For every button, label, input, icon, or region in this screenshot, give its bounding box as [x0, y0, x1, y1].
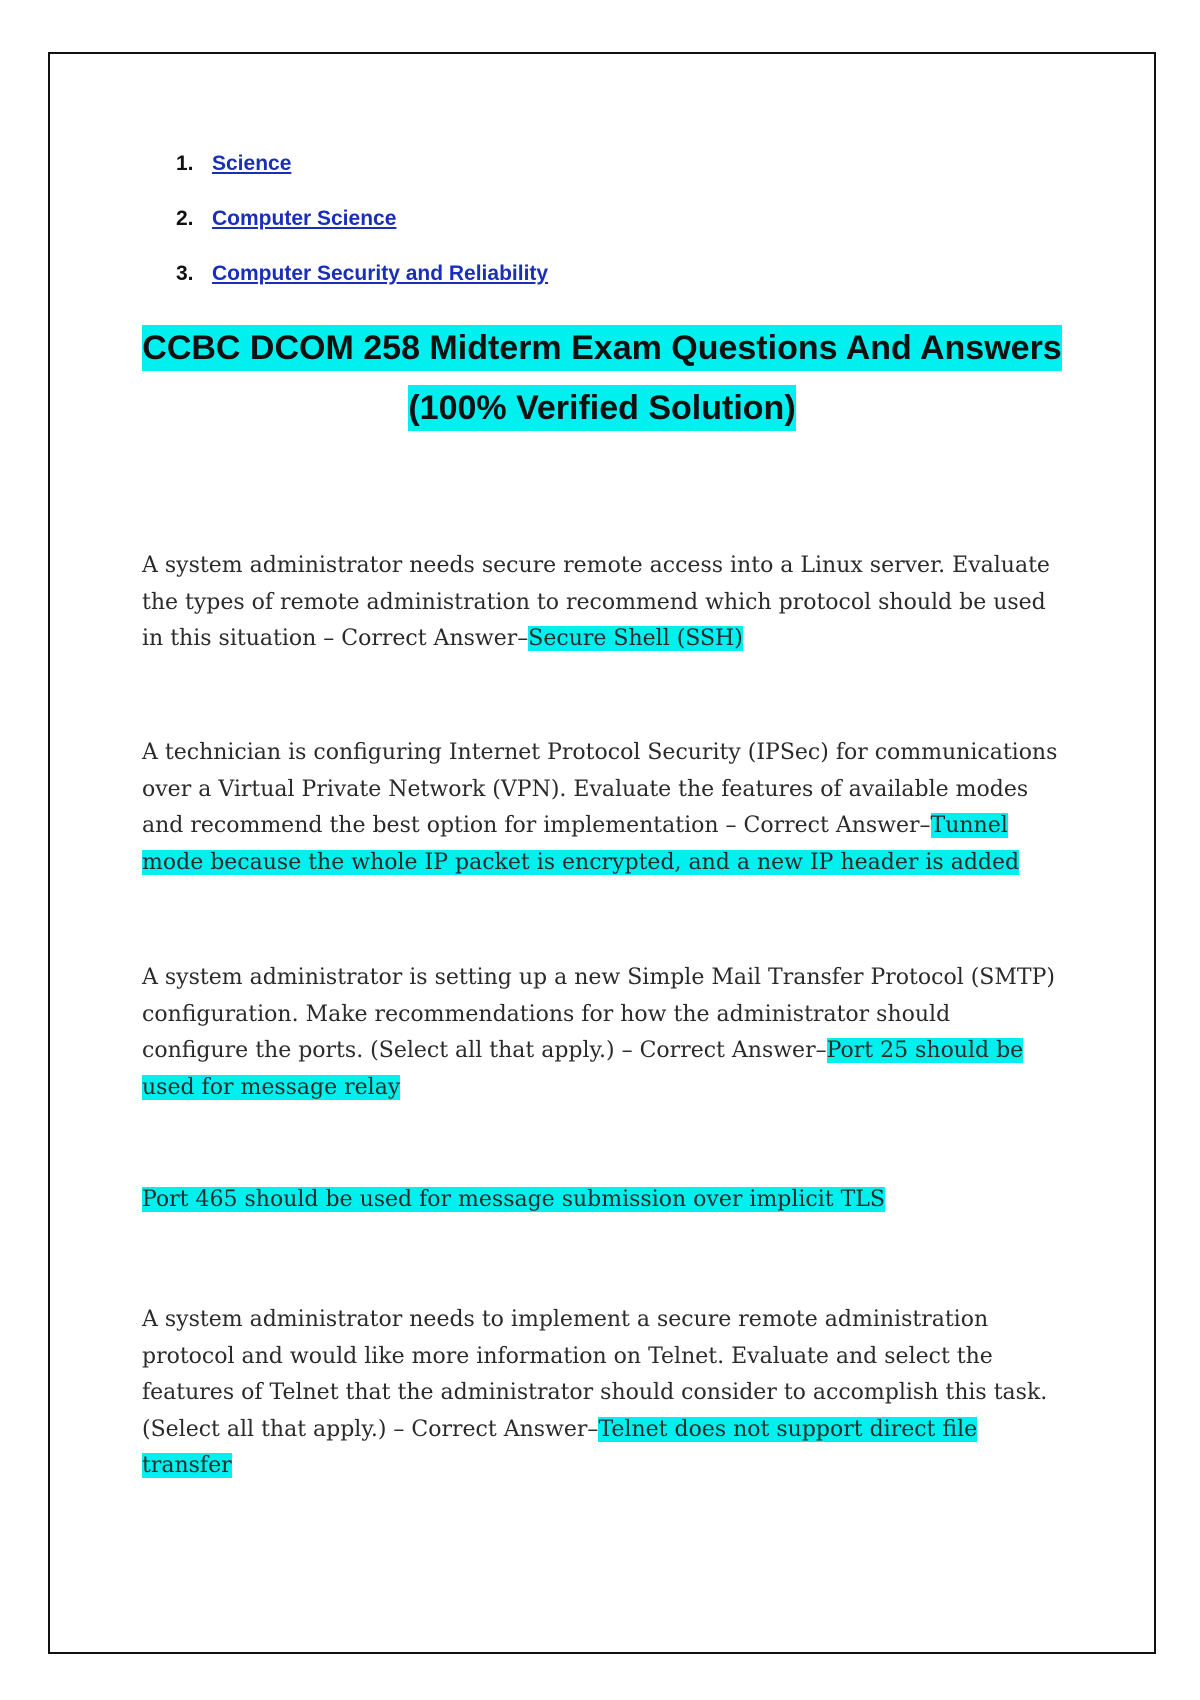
breadcrumb-number: 1.: [176, 152, 194, 175]
breadcrumb-item-computer-science: [176, 207, 548, 231]
page-title-line-1: CCBC DCOM 258 Midterm Exam Questions And Answers: [142, 325, 1061, 371]
breadcrumb-item-computer-security: [176, 262, 548, 286]
page-title: [140, 318, 1064, 438]
answer-text: Port 465 should be used for message submission over implicit TLS: [142, 1187, 885, 1212]
question-text: A system administrator is setting up a new Simple Mail Transfer Protocol (SMTP) configuration. Make recommendations for how the administrator should configure the ports. (Select all that apply.): [142, 965, 1055, 1063]
breadcrumb-link-computer-science[interactable]: Computer Science: [212, 207, 397, 230]
breadcrumb-link-computer-security[interactable]: Computer Security and Reliability: [212, 262, 549, 285]
answer-text: Tunnel mode because the whole IP packet is encrypted, and a new IP header is added: [142, 813, 1020, 875]
question-text: A technician is configuring Internet Protocol Security (IPSec) for communications over a Virtual Private Network (VPN). Evaluate the features of available modes and recommend the best option for implementation: [142, 740, 1058, 838]
qa-item-ipsec: [142, 735, 1062, 881]
answer-text: Secure Shell (SSH): [528, 626, 743, 651]
answer-text: Port 25 should be used for message relay: [142, 1038, 1024, 1100]
breadcrumb-number: 3.: [176, 262, 194, 285]
qa-item-ssh: [142, 548, 1062, 658]
answer-prefix: – Correct Answer–: [614, 1038, 827, 1063]
answer-prefix: – Correct Answer–: [316, 626, 529, 651]
breadcrumb-number: 2.: [176, 207, 194, 230]
answer-text: Telnet does not support direct file transfer: [142, 1416, 978, 1478]
answer-prefix: – Correct Answer–: [386, 1416, 599, 1442]
qa-item-telnet: [142, 1302, 1062, 1485]
page-title-line-2: (100% Verified Solution): [408, 385, 795, 431]
question-text: A system administrator needs secure remote access into a Linux server. Evaluate the types of remote administration to recommend which protocol should be used in this situation: [142, 553, 1050, 651]
answer-prefix: – Correct Answer–: [718, 813, 931, 838]
breadcrumb-link-science[interactable]: Science: [212, 152, 292, 175]
qa-item-smtp: [142, 960, 1062, 1106]
breadcrumb-item-science: [176, 152, 548, 176]
question-text: A system administrator needs to implement a secure remote administration protocol and would like more information on Telnet. Evaluate and select the features of Telnet that the administrator should consider to accomplish this task. (Select all that apply.): [142, 1307, 1048, 1442]
breadcrumb: [176, 152, 548, 317]
qa-item-smtp-extra-answer: [142, 1182, 1062, 1219]
